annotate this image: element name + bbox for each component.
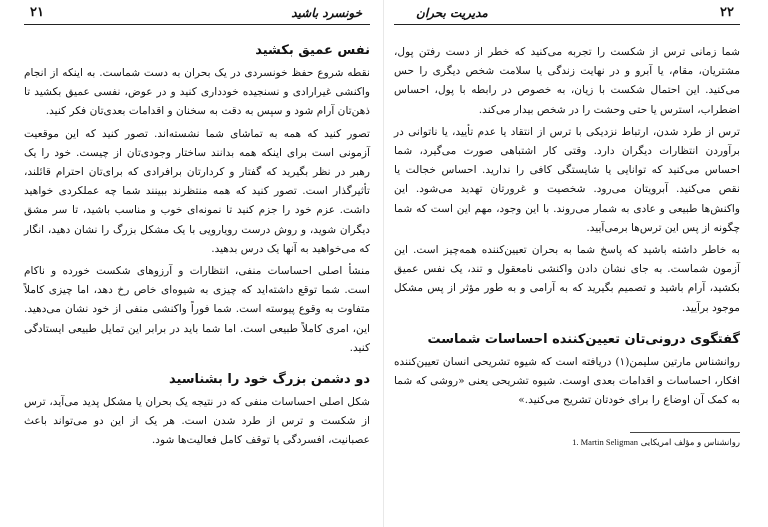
- page-number: ۲۲: [720, 5, 734, 20]
- right-page-header: [394, 4, 740, 25]
- paragraph: ترس از طرد شدن، ارتباط نزدیکی با ترس از انتقاد یا عدم تأیید، یا ناتوانی در برآوردن انتظارات دیگران دارد. وقتی کار اشتباهی صورت می‌گیرد، شما احساس می‌کنید که توانایی یا شایستگی کافی را ندارید. احساس خجالت یا نقص می‌کنید. آبرویتان می‌رود. شخصیت و غرورتان تهدید می‌شود. این واکنش‌ها طبیعی و عادی به شمار می‌روند. با این وجود، مهم این است که شما چگونه از پس این ترس‌ها برمی‌آیید.: [394, 125, 740, 234]
- paragraph: منشأ اصلی احساسات منفی، انتظارات و آرزوهای شکست خورده و ناکام است. شما توقع داشته‌اید که چیزی به شیوه‌ای خاص رخ دهد، اما چیزی کاملاً متفاوت به وقوع پیوسته است. شما فوراً واکنشی منفی از خود نشان می‌دهید. این، امری کاملاً طبیعی است. اما شما باید در برابر این تمایل طبیعی ایستادگی کنید.: [24, 265, 370, 354]
- footnote-latin: 1. Martin Seligman: [572, 437, 638, 448]
- section-heading: دو دشمن بزرگ خود را بشناسید: [168, 372, 370, 388]
- section-heading: نفس عمیق بکشید: [255, 43, 370, 58]
- paragraph: شکل اصلی احساسات منفی که در نتیجه یک بحران یا مشکل پدید می‌آید، ترس از شکست و ترس از طرد شدن است. هر یک از این دو می‌تواند باعث عصبانیت، افسردگی یا توقف کامل فعالیت‌ها شود.: [24, 396, 370, 447]
- paragraph: نقطه شروع حفظ خونسردی در یک بحران به دست شماست. به اینکه از انجام واکنشی غیرارادی و نسنجیده خودداری کنید و در عوض، نفسی عمیق بکشید تا ذهن‌تان آرام شود و سپس به دقت به سخنان و اقدامات بعدی‌تان فکر کنید.: [24, 67, 370, 118]
- right-page: [384, 0, 768, 527]
- paragraph: تصور کنید که همه به تماشای شما نشسته‌اند. تصور کنید که این موقعیت آزمونی است برای اینکه همه بدانند ساختار وجودی‌تان از چیست. خود را یک رهبر در نظر بگیرید که گفتار و کردارتان برافرادی که برای‌تان احترام قائلند، تأثیرگذار است. تصور کنید که همه منتظرند ببینند شما چه عملکردی خواهید داشت. عزم خود را جزم کنید تا نمونه‌ای خوب و مناسب باشید، تا سر مشق دیگران شوید، و روش درست رویارویی با یک مشکل بزرگ را نشان دهید، انگار که می‌خواهید به آنها یک درس بدهید.: [24, 127, 370, 255]
- running-title: مدیریت بحران: [416, 6, 488, 20]
- footnote-text: روانشناس و مؤلف امریکایی: [640, 438, 740, 449]
- section-heading: گفتگوی درونی‌تان تعیین‌کننده احساسات شماست: [427, 331, 740, 347]
- page-number: ۲۱: [30, 5, 44, 20]
- footnote-divider: [630, 432, 740, 433]
- paragraph: به خاطر داشته باشید که پاسخ شما به بحران تعیین‌کننده همه‌چیز است. این آزمون شماست. به جای نشان دادن واکنشی نامعقول و تند، یک نفس عمیق بکشید، آرام باشید و تصمیم بگیرید که به آرامی و به طور مؤثر از پس مشکل موجود برآیید.: [394, 244, 740, 314]
- paragraph: شما زمانی ترس از شکست را تجربه می‌کنید که خطر از دست رفتن پول، مشتریان، مقام، یا آبرو و در نهایت زندگی یا سلامت شخص دیگری را حس می‌کنید. این احتمال شکست با زیان، به خصوص در رابطه با پول، احساس اضطراب، استرس یا حتی وحشت را در شخص بیدار می‌کند.: [394, 46, 740, 116]
- running-title: خونسرد باشید: [291, 6, 362, 20]
- left-page-header: [24, 4, 370, 25]
- footnote: [394, 436, 740, 449]
- paragraph: روانشناس مارتین سلیمن(۱) دریافته است که شیوه تشریحی انسان تعیین‌کننده افکار، احساسات و اقدامات بعدی اوست. شیوه تشریحی یعنی «روشی که شما به کمک آن اوضاع را برای خودتان تشریح می‌کنید.»: [394, 355, 740, 407]
